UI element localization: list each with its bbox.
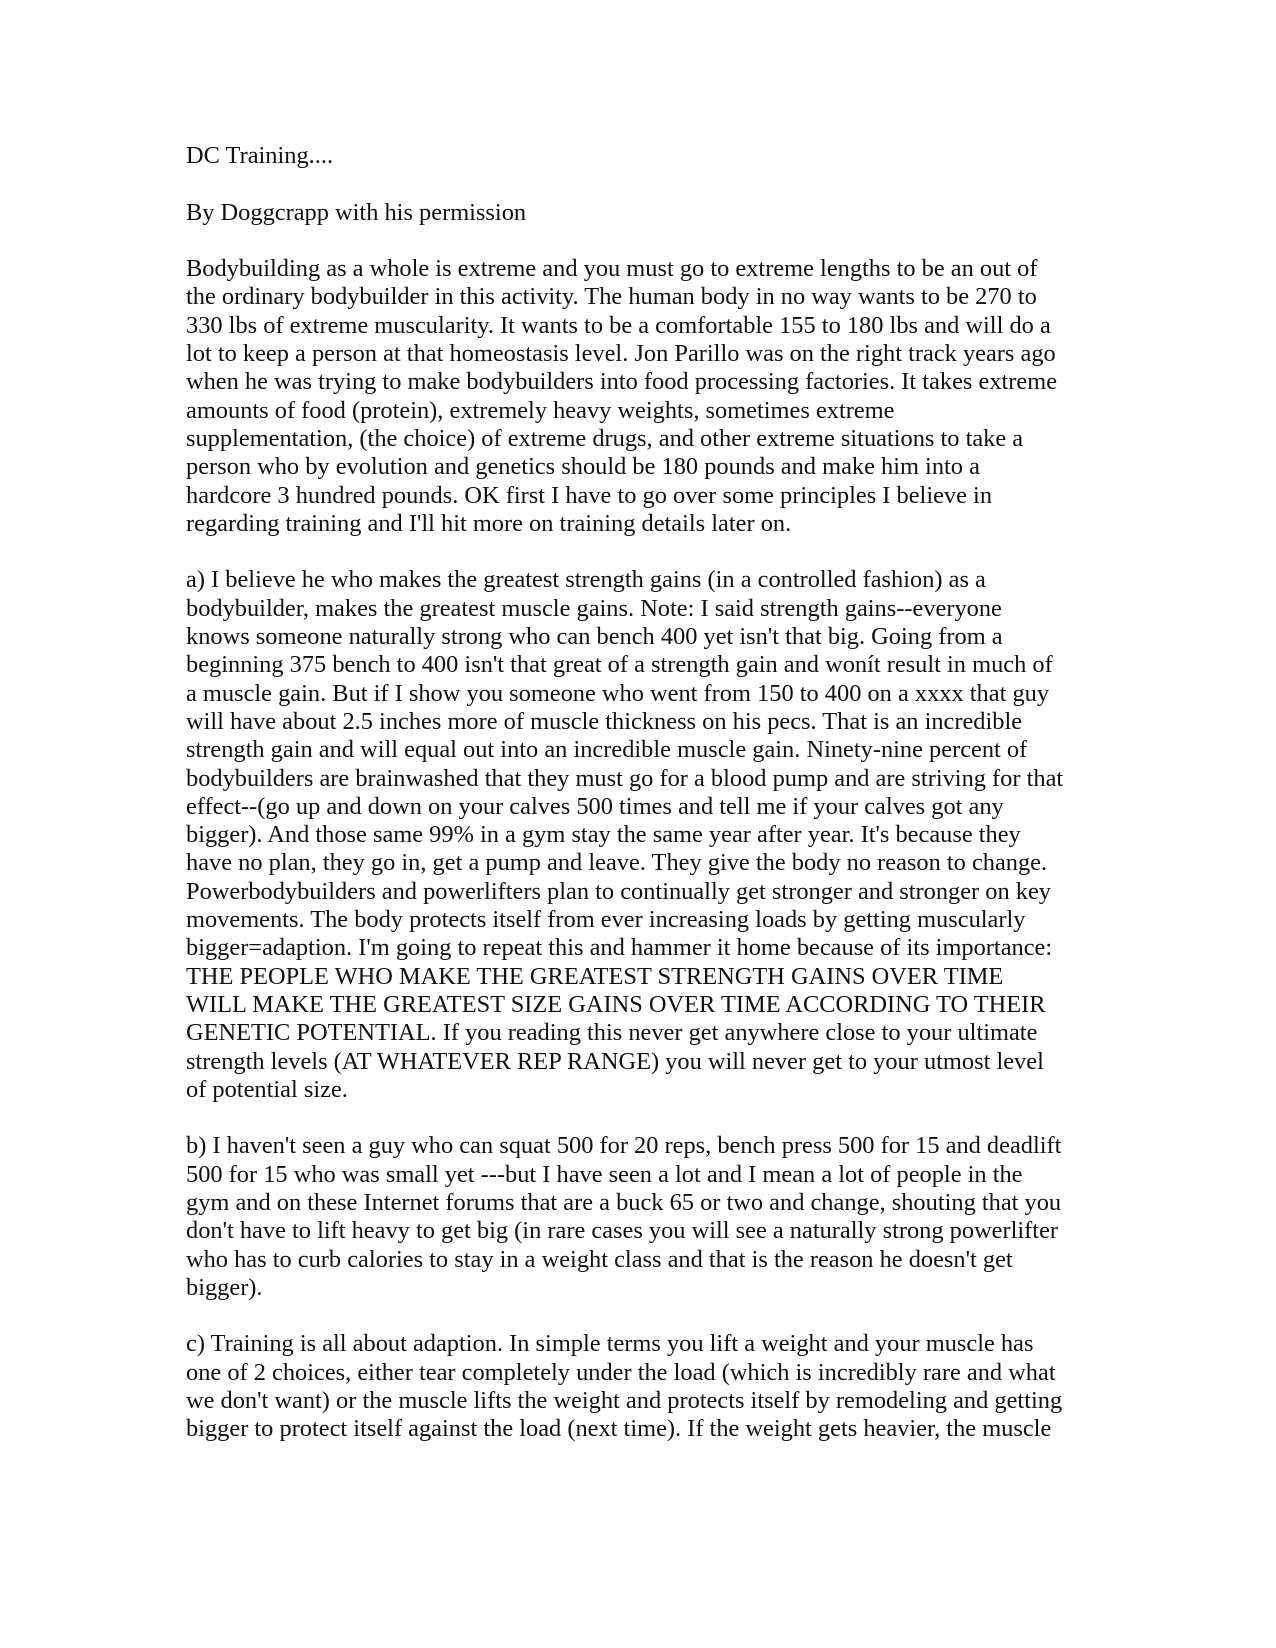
text-line: Bodybuilding as a whole is extreme and you must go to extreme lengths to be an out of [186,255,1038,283]
text-line: of potential size. [186,1075,348,1103]
text-line: Powerbodybuilders and powerlifters plan to continually get stronger and stronger on key [186,877,1051,905]
text-line: bigger). [186,1273,263,1301]
text-line: GENETIC POTENTIAL. If you reading this never get anywhere close to your ultimate [186,1019,1038,1047]
text-line: strength levels (AT WHATEVER REP RANGE) you will never get to your utmost level [186,1047,1044,1075]
text-line: amounts of food (protein), extremely heavy weights, sometimes extreme [186,396,895,424]
text-line: bigger). And those same 99% in a gym stay the same year after year. It's because they [186,821,1021,849]
text-line: effect--(go up and down on your calves 500 times and tell me if your calves got any [186,792,1004,820]
text-line: 330 lbs of extreme muscularity. It wants to be a comfortable 155 to 180 lbs and will do a [186,311,1051,339]
paragraph-a [186,566,1086,1104]
text-line: bodybuilders are brainwashed that they must go for a blood pump and are striving for that [186,764,1064,792]
text-line: 500 for 15 who was small yet ---but I have seen a lot and I mean a lot of people in the [186,1160,1023,1188]
text-line: have no plan, they go in, get a pump and leave. They give the body no reason to change. [186,849,1048,877]
text-line: will have about 2.5 inches more of muscle thickness on his pecs. That is an incredible [186,707,1023,735]
text-line: we don't want) or the muscle lifts the weight and protects itself by remodeling and getting [186,1387,1063,1415]
text-line: THE PEOPLE WHO MAKE THE GREATEST STRENGTH GAINS OVER TIME [186,962,1004,990]
document-page [186,142,1086,1472]
text-line: knows someone naturally strong who can bench 400 yet isn't that big. Going from a [186,623,1003,651]
text-line: person who by evolution and genetics should be 180 pounds and make him into a [186,453,980,481]
text-line: when he was trying to make bodybuilders into food processing factories. It takes extreme [186,368,1058,396]
text-line: a) I believe he who makes the greatest strength gains (in a controlled fashion) as a [186,566,986,594]
text-line: don't have to lift heavy to get big (in rare cases you will see a naturally strong powerlifter [186,1217,1059,1245]
text-line: b) I haven't seen a guy who can squat 500 for 20 reps, bench press 500 for 15 and deadlift [186,1132,1062,1160]
text-line: strength gain and will equal out into an incredible muscle gain. Ninety-nine percent of [186,736,1028,764]
text-line: movements. The body protects itself from ever increasing loads by getting muscularly [186,906,1026,934]
text-line: regarding training and I'll hit more on training details later on. [186,509,792,537]
paragraph-c [186,1330,1086,1443]
paragraph-intro [186,255,1086,538]
text-line: gym and on these Internet forums that are a buck 65 or two and change, shouting that you [186,1188,1062,1216]
text-line: hardcore 3 hundred pounds. OK first I have to go over some principles I believe in [186,481,993,509]
text-line: who has to curb calories to stay in a weight class and that is the reason he doesn't get [186,1245,1013,1273]
paragraph-b [186,1132,1086,1302]
text-line: bigger=adaption. I'm going to repeat this and hammer it home because of its importance: [186,934,1053,962]
text-line: bodybuilder, makes the greatest muscle gains. Note: I said strength gains--everyone [186,594,1002,622]
text-line: beginning 375 bench to 400 isn't that great of a strength gain and wonít result in much of [186,651,1053,679]
text-line: WILL MAKE THE GREATEST SIZE GAINS OVER TIME ACCORDING TO THEIR [186,990,1046,1018]
text-line: one of 2 choices, either tear completely under the load (which is incredibly rare and what [186,1358,1056,1386]
document-title: DC Training.... [186,142,334,169]
text-line: c) Training is all about adaption. In simple terms you lift a weight and your muscle has [186,1330,1034,1358]
document-byline: By Doggcrapp with his permission [186,198,527,226]
text-line: the ordinary bodybuilder in this activity. The human body in no way wants to be 270 to [186,283,1037,311]
text-line: lot to keep a person at that homeostasis level. Jon Parillo was on the right track years ago [186,340,1056,368]
text-line: bigger to protect itself against the load (next time). If the weight gets heavier, the muscle [186,1415,1052,1443]
text-line: a muscle gain. But if I show you someone who went from 150 to 400 on a xxxx that guy [186,679,1050,707]
text-line: supplementation, (the choice) of extreme drugs, and other extreme situations to take a [186,424,1024,452]
